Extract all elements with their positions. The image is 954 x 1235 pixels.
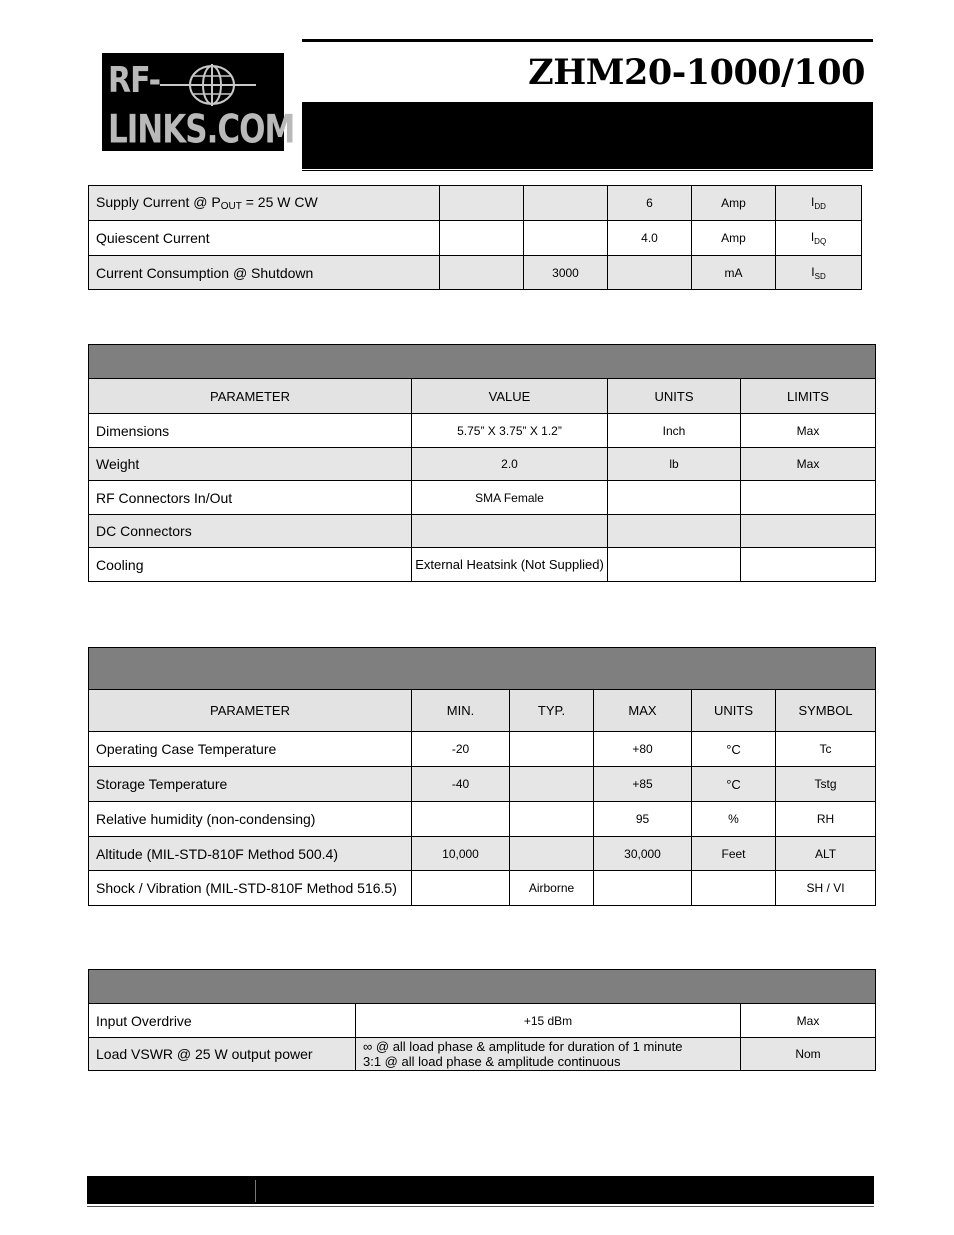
table-row xyxy=(89,221,862,256)
title-bar-underline xyxy=(302,170,873,171)
min-cell xyxy=(412,802,510,837)
param-cell: Weight xyxy=(89,448,412,481)
footer-divider xyxy=(255,1180,256,1202)
typ-cell xyxy=(510,837,594,871)
table-row xyxy=(89,802,876,837)
param-cell: Shock / Vibration (MIL-STD-810F Method 516.5) xyxy=(89,871,412,906)
max-cell: +80 xyxy=(594,732,692,767)
header-typ: TYP. xyxy=(510,690,594,732)
limits-cell: Max xyxy=(741,448,876,481)
ratings-table xyxy=(88,969,876,1071)
symbol-cell: RH xyxy=(776,802,876,837)
max-cell xyxy=(594,871,692,906)
table-row xyxy=(89,186,862,221)
table-header-row xyxy=(89,379,876,414)
param-cell: Quiescent Current xyxy=(89,221,440,256)
limit-cell: Max xyxy=(741,1004,876,1038)
value-cell: 5.75” X 3.75” X 1.2” xyxy=(412,414,608,448)
param-cell: Supply Current @ POUT = 25 W CW xyxy=(89,186,440,221)
value-cell: 2.0 xyxy=(412,448,608,481)
units-cell: Amp xyxy=(692,221,776,256)
mechanical-table xyxy=(88,344,876,582)
model-title: ZHM20-1000/100 xyxy=(528,52,865,93)
table-row xyxy=(89,548,876,582)
typ-cell: 3000 xyxy=(524,256,608,290)
units-cell: Amp xyxy=(692,186,776,221)
max-cell: 30,000 xyxy=(594,837,692,871)
typ-cell xyxy=(510,732,594,767)
header-value: VALUE xyxy=(412,379,608,414)
units-cell: °C xyxy=(692,732,776,767)
table-row xyxy=(89,1004,876,1038)
min-cell xyxy=(412,871,510,906)
value-cell xyxy=(356,1038,741,1071)
limit-cell: Nom xyxy=(741,1038,876,1071)
param-cell: DC Connectors xyxy=(89,515,412,548)
max-cell: 95 xyxy=(594,802,692,837)
typ-cell: Airborne xyxy=(510,871,594,906)
units-cell xyxy=(608,515,741,548)
header-parameter: PARAMETER xyxy=(89,690,412,732)
units-cell xyxy=(608,548,741,582)
units-cell: Feet xyxy=(692,837,776,871)
units-cell: mA xyxy=(692,256,776,290)
min-cell: 10,000 xyxy=(412,837,510,871)
header-units: UNITS xyxy=(608,379,741,414)
header-max: MAX xyxy=(594,690,692,732)
table-row xyxy=(89,414,876,448)
current-table xyxy=(88,185,862,290)
header-units: UNITS xyxy=(692,690,776,732)
value-cell: External Heatsink (Not Supplied) xyxy=(412,548,608,582)
value-cell xyxy=(412,515,608,548)
param-cell: RF Connectors In/Out xyxy=(89,481,412,515)
param-cell: Storage Temperature xyxy=(89,767,412,802)
param-cell: Altitude (MIL-STD-810F Method 500.4) xyxy=(89,837,412,871)
units-cell xyxy=(692,871,776,906)
max-cell: +85 xyxy=(594,767,692,802)
min-cell xyxy=(440,221,524,256)
footer-bar xyxy=(87,1176,874,1204)
param-cell: Load VSWR @ 25 W output power xyxy=(89,1038,356,1071)
param-cell: Cooling xyxy=(89,548,412,582)
table-title-bar xyxy=(89,648,876,690)
value-line-1: ∞ @ all load phase & amplitude for duration of 1 minute xyxy=(363,1039,683,1054)
typ-cell xyxy=(510,802,594,837)
table-title-bar xyxy=(89,970,876,1004)
title-rule xyxy=(302,39,873,42)
table-row xyxy=(89,448,876,481)
symbol-cell: $I_{SD}$ xyxy=(776,256,862,290)
header-min: MIN. xyxy=(412,690,510,732)
logo-text-bottom: LINKS.COM xyxy=(108,107,295,153)
units-cell: % xyxy=(692,802,776,837)
min-cell xyxy=(440,186,524,221)
value-cell: SMA Female xyxy=(412,481,608,515)
min-cell xyxy=(440,256,524,290)
table-row xyxy=(89,515,876,548)
symbol-cell: SH / VI xyxy=(776,871,876,906)
header-parameter: PARAMETER xyxy=(89,379,412,414)
max-cell: 4.0 xyxy=(608,221,692,256)
table-row xyxy=(89,767,876,802)
header-symbol: SYMBOL xyxy=(776,690,876,732)
min-cell: -20 xyxy=(412,732,510,767)
symbol-cell: Tc xyxy=(776,732,876,767)
environmental-table xyxy=(88,647,876,906)
limits-cell xyxy=(741,515,876,548)
globe-icon xyxy=(160,61,260,109)
limits-cell xyxy=(741,548,876,582)
table-row xyxy=(89,837,876,871)
symbol-cell: Tstg xyxy=(776,767,876,802)
limits-cell xyxy=(741,481,876,515)
units-cell: lb xyxy=(608,448,741,481)
symbol-cell: $I_{DQ}$ xyxy=(776,221,862,256)
table-title-bar xyxy=(89,345,876,379)
table-header-row xyxy=(89,690,876,732)
typ-cell xyxy=(510,767,594,802)
value-line-2: 3:1 @ all load phase & amplitude continuous xyxy=(363,1054,621,1069)
footer-rule xyxy=(87,1206,874,1207)
table-row xyxy=(89,1038,876,1071)
param-cell: Input Overdrive xyxy=(89,1004,356,1038)
param-cell: Operating Case Temperature xyxy=(89,732,412,767)
typ-cell xyxy=(524,186,608,221)
units-cell xyxy=(608,481,741,515)
limits-cell: Max xyxy=(741,414,876,448)
min-cell: -40 xyxy=(412,767,510,802)
typ-cell xyxy=(524,221,608,256)
param-cell: Current Consumption @ Shutdown xyxy=(89,256,440,290)
table-row xyxy=(89,256,862,290)
logo-text-top: RF- xyxy=(108,59,161,102)
table-row xyxy=(89,481,876,515)
symbol-cell: $I_{DD}$ xyxy=(776,186,862,221)
max-cell: 6 xyxy=(608,186,692,221)
param-cell: Relative humidity (non-condensing) xyxy=(89,802,412,837)
table-row xyxy=(89,871,876,906)
company-logo xyxy=(102,53,295,153)
header-limits: LIMITS xyxy=(741,379,876,414)
symbol-cell: ALT xyxy=(776,837,876,871)
title-bar xyxy=(302,102,873,169)
units-cell: Inch xyxy=(608,414,741,448)
max-cell xyxy=(608,256,692,290)
units-cell: °C xyxy=(692,767,776,802)
param-cell: Dimensions xyxy=(89,414,412,448)
value-cell: +15 dBm xyxy=(356,1004,741,1038)
table-row xyxy=(89,732,876,767)
